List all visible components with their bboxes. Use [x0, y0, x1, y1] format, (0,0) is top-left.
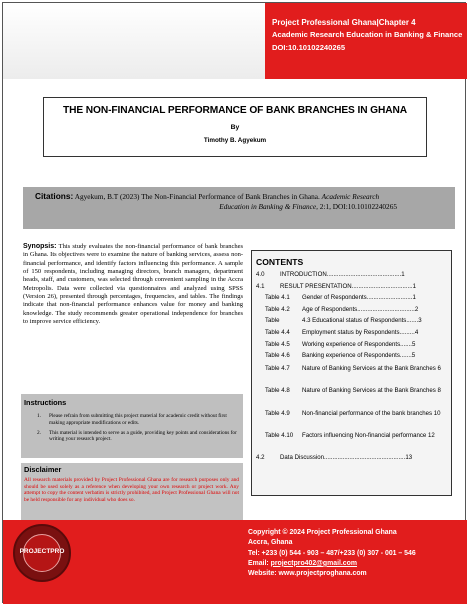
- toc-entry-number: Table 4.2: [265, 305, 290, 313]
- toc-entry-leader: .......: [399, 352, 412, 360]
- toc-entry-leader: ..................................: [357, 305, 415, 313]
- toc-entry[interactable]: [256, 317, 447, 329]
- toc-entry-leader: .......: [400, 340, 412, 348]
- document-page: [2, 2, 466, 603]
- toc-entry-number: Table 4.1: [265, 294, 290, 302]
- document-title: THE NON-FINANCIAL PERFORMANCE OF BANK BRANCHES IN GHANA: [62, 105, 408, 116]
- instruction-text: Please refrain from submitting this project material for academic credit without first making appropriate modifications or edits.: [49, 413, 227, 426]
- website-link[interactable]: Website: www.projectproghana.com: [248, 570, 367, 578]
- toc-entry[interactable]: [256, 283, 447, 295]
- toc-entry-title: Nature of Banking Services at the Bank Branches: [302, 364, 436, 372]
- toc-entry-text: [280, 454, 447, 461]
- citation-text: Agyekum, B.T (2023) The Non-Financial Performance of Bank Branches in Ghana.: [74, 192, 320, 201]
- by-label: By: [230, 124, 240, 131]
- toc-entry-title: Age of Respondents: [302, 305, 358, 313]
- toc-entry-title: Factors influencing Non-financial performance: [302, 432, 427, 440]
- toc-entry-number: Table 4.5: [265, 340, 290, 348]
- toc-entry[interactable]: [256, 306, 447, 318]
- instructions-title: Instructions: [24, 398, 67, 407]
- toc-entry-text: [302, 294, 447, 301]
- contents-title: CONTENTS: [256, 257, 304, 267]
- toc-entry-text: [302, 431, 447, 440]
- toc-entry-page: 1: [412, 294, 416, 302]
- toc-entry-number: Table 4.8: [265, 387, 290, 395]
- toc-entry-text: [302, 352, 447, 359]
- toc-entry-leader: .........: [399, 328, 415, 336]
- toc-entry-text: [302, 364, 447, 373]
- toc-entry-number: Table: [265, 317, 280, 325]
- address-text: Accra, Ghana: [248, 539, 293, 547]
- footer: [3, 520, 467, 604]
- toc-entry[interactable]: [256, 431, 447, 454]
- instruction-item: [37, 430, 243, 444]
- citation-journal-1: Academic Research: [321, 192, 380, 201]
- toc-entry[interactable]: [256, 341, 447, 353]
- toc-entry[interactable]: [256, 294, 447, 306]
- email-line: [248, 559, 416, 569]
- toc-entry-title: RESULT PRESENTATION: [280, 282, 352, 290]
- toc-entry-text: [302, 386, 447, 395]
- toc-entry-title: Employment status by Respondents: [302, 328, 400, 336]
- toc-entry-title: Gender of Respondents: [302, 294, 367, 302]
- toc-entry-leader: ....................................: [351, 282, 413, 290]
- toc-entry-text: [302, 317, 447, 324]
- toc-entry-number: 4.0: [256, 271, 265, 278]
- toc-entry[interactable]: [256, 329, 447, 341]
- logo-text: PROJECTPRO: [19, 548, 65, 555]
- toc-entry-page: 6: [437, 364, 441, 372]
- toc-entry-leader: ............................................: [326, 271, 402, 278]
- title-box: [43, 97, 427, 157]
- toc-entry-title: Nature of Banking Services at the Bank Branches: [302, 387, 436, 395]
- toc-entry-title: INTRODUCTION: [280, 271, 327, 278]
- toc-entry-leader: ................................................: [324, 453, 406, 461]
- toc-entry[interactable]: [256, 271, 447, 283]
- toc-entry-text: [302, 341, 447, 348]
- toc-entry-text: [302, 409, 447, 418]
- toc-entry[interactable]: [256, 352, 447, 364]
- header-journal: Academic Research Education in Banking & Finance: [272, 30, 463, 40]
- synopsis: [23, 243, 243, 326]
- citation-line-2: [31, 202, 447, 212]
- instruction-number: 2.: [37, 429, 41, 436]
- toc-entry-text: [280, 283, 447, 290]
- toc-entry-title: Data Discussion: [280, 453, 325, 461]
- instructions-list: [24, 413, 243, 443]
- toc-entry-page: 5: [411, 340, 416, 348]
- synopsis-text: This study evaluates the non-financial performance of bank branches in Ghana. Its objectives were to examine the nature of banking services, assess non-financial performance, and identify factors influencing this performance. A sample of 150 respondents, including managing directors, branch managers, department heads, staff, and customers, was selected through convenient sampling in the Accra Metropolis. Data were collected via questionnaires and analyzed using SPSS (Version 26), presented through percentages, frequencies, and tables. The findings indicate that non-financial performance enhances value for money and banking knowledge. The study recommends greater operational independence for branches to improve service efficiency.: [23, 243, 243, 326]
- projectpro-logo: [13, 524, 71, 582]
- toc-entry-page: 8: [437, 387, 441, 395]
- disclaimer-title: Disclaimer: [24, 465, 62, 474]
- toc-entry-number: Table 4.6: [265, 352, 290, 360]
- toc-entry-page: 13: [405, 453, 413, 461]
- toc-entry-page: 12: [428, 432, 435, 440]
- citation-label: Citations:: [35, 191, 74, 201]
- header-band: [3, 3, 467, 79]
- toc-entry-title: Working experience of Respondents: [302, 340, 401, 348]
- disclaimer-text: All research materials provided by Project Professional Ghana are for research purposes only and should be used solely as a reference when developing your own research or project work. Any attempt to copy the content verbatim is strictly prohibited, and Project Professional Ghana will not be held responsible for any individual who does so.: [24, 477, 239, 503]
- author-name: Timothy B. Agyekum: [203, 137, 267, 144]
- toc-entry-number: 4.1: [256, 282, 265, 290]
- toc-entry-number: Table 4.10: [265, 432, 294, 440]
- toc-entry-title: 4.3 Educational status of Respondents: [302, 317, 407, 325]
- instructions-box: [21, 394, 243, 458]
- toc-entry-page: 1: [401, 271, 405, 278]
- instruction-item: [37, 413, 243, 427]
- citation-journal-2: Education in Banking & Finance,: [219, 202, 318, 211]
- header-chapter: Project Professional Ghana|Chapter 4: [272, 18, 416, 27]
- toc-entry-page: 3: [418, 317, 422, 325]
- toc-entry-leader: .......: [406, 317, 419, 325]
- toc-entry[interactable]: [256, 409, 447, 432]
- email-link[interactable]: projectpro402@gmail.com: [270, 559, 357, 567]
- citation-line-1: [31, 191, 447, 202]
- toc-entry[interactable]: [256, 386, 447, 409]
- toc-entry-page: 2: [414, 305, 419, 313]
- toc-entry-page: 10: [433, 409, 441, 417]
- disclaimer-box: [21, 463, 243, 520]
- citation-doi: 2:1, DOI:10.10102240265: [319, 202, 397, 211]
- citation-box: [23, 187, 455, 229]
- header-grey-panel: [3, 3, 265, 79]
- header-red-panel: [265, 3, 467, 79]
- toc-entry-number: 4.2: [256, 453, 265, 461]
- toc-entry-number: Table 4.7: [265, 364, 290, 372]
- toc-entry-page: 1: [412, 282, 417, 290]
- toc-list: [256, 271, 447, 465]
- footer-contact: [248, 528, 416, 579]
- toc-entry-number: Table 4.4: [265, 328, 290, 336]
- toc-entry-leader: ...........................: [366, 294, 413, 302]
- copyright-text: Copyright © 2024 Project Professional Ghana: [248, 529, 397, 536]
- synopsis-label: Synopsis:: [23, 243, 57, 250]
- telephone-text: Tel: +233 (0) 544 - 903 – 487/+233 (0) 307 - 001 – 546: [248, 549, 416, 557]
- contents-box: [251, 250, 452, 496]
- toc-entry-page: 4: [414, 328, 419, 336]
- instruction-text: This material is intended to serve as a guide, providing key points and considerations for writing your research project.: [49, 429, 237, 443]
- instruction-number: 1.: [37, 413, 41, 419]
- toc-entry-text: [302, 329, 447, 336]
- toc-entry-text: [280, 271, 447, 278]
- toc-entry-title: Non-financial performance of the bank branches: [302, 409, 433, 417]
- header-doi: DOI:10.10102240265: [272, 42, 346, 52]
- toc-entry-text: [302, 306, 447, 313]
- toc-entry[interactable]: [256, 454, 447, 466]
- toc-entry[interactable]: [256, 364, 447, 387]
- toc-entry-number: Table 4.9: [265, 409, 290, 417]
- email-label: Email:: [248, 559, 269, 567]
- toc-entry-title: Banking experience of Respondents: [302, 352, 400, 360]
- toc-entry-page: 5: [411, 352, 416, 360]
